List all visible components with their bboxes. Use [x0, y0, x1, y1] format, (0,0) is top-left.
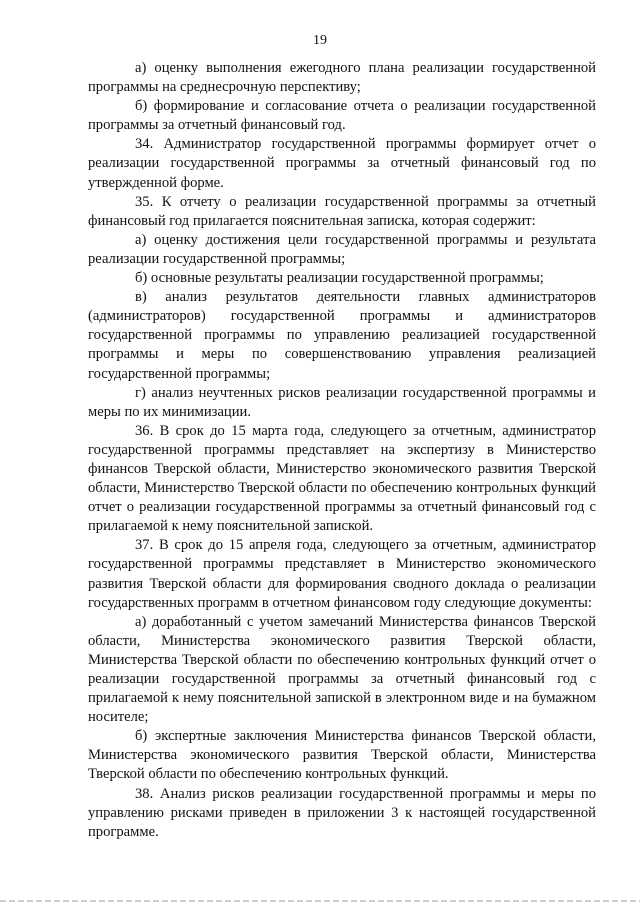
paragraph-item-b-report-approval: б) формирование и согласование отчета о реализации государственной программы за отчетный финансовый год.: [88, 98, 596, 134]
paragraph-clause-35: 35. К отчету о реализации государственной программы за отчетный финансовый год прилагается пояснительная записка, которая содержит:: [88, 193, 596, 229]
paragraph-35-item-b: б) основные результаты реализации государственной программы;: [135, 270, 544, 287]
paragraph-clause-34: 34. Администратор государственной программы формирует отчет о реализации государственной программы за отчетный финансовый год по утвержденной форме.: [88, 136, 596, 191]
paragraph-item-a-plan-evaluation: а) оценку выполнения ежегодного плана реализации государственной программы на среднесрочную перспективу;: [88, 60, 596, 96]
page-number: 19: [313, 33, 327, 48]
paragraph-clause-37: 37. В срок до 15 апреля года, следующего за отчетным, администратор государственной программы представляет в Министерство экономического развития Тверской области для формирования сводного доклада о реализации государственных программ в отчетном финансовом году следующие документы:: [88, 537, 596, 611]
scan-edge-divider: [0, 900, 640, 902]
document-body: [88, 59, 596, 842]
paragraph-37-item-b: б) экспертные заключения Министерства финансов Тверской области, Министерства экономического развития Тверской области, Министерства Тверской области по обеспечению контрольных функций.: [88, 728, 596, 783]
paragraph-35-item-a: а) оценку достижения цели государственной программы и результата реализации государственной программы;: [88, 231, 596, 267]
paragraph-35-item-v: в) анализ результатов деятельности главных администраторов (администраторов) государственной программы и администраторов государственной программы по управлению реализацией государственной программы и меры по совершенствованию управления реализацией государственной программы;: [88, 289, 596, 382]
paragraph-clause-36: 36. В срок до 15 марта года, следующего за отчетным, администратор государственной программы представляет на экспертизу в Министерство финансов Тверской области, Министерство экономического развития Тверской области, Министерство Тверской области по обеспечению контрольных функций отчет о реализации государственной программы за отчетный финансовый год с прилагаемой к нему пояснительной запиской.: [88, 422, 596, 535]
paragraph-35-item-g: г) анализ неучтенных рисков реализации государственной программы и меры по их минимизации.: [88, 384, 596, 420]
paragraph-37-item-a: а) доработанный с учетом замечаний Министерства финансов Тверской области, Министерства экономического развития Тверской области, Министерства Тверской области по обеспечению контрольных функций отчет о реализации государственной программы за отчетный финансовый год с прилагаемой к нему пояснительной запиской в электронном виде и на бумажном носителе;: [88, 613, 596, 726]
paragraph-clause-38: 38. Анализ рисков реализации государственной программы и меры по управлению рисками приведен в приложении 3 к настоящей государственной программе.: [88, 785, 596, 840]
